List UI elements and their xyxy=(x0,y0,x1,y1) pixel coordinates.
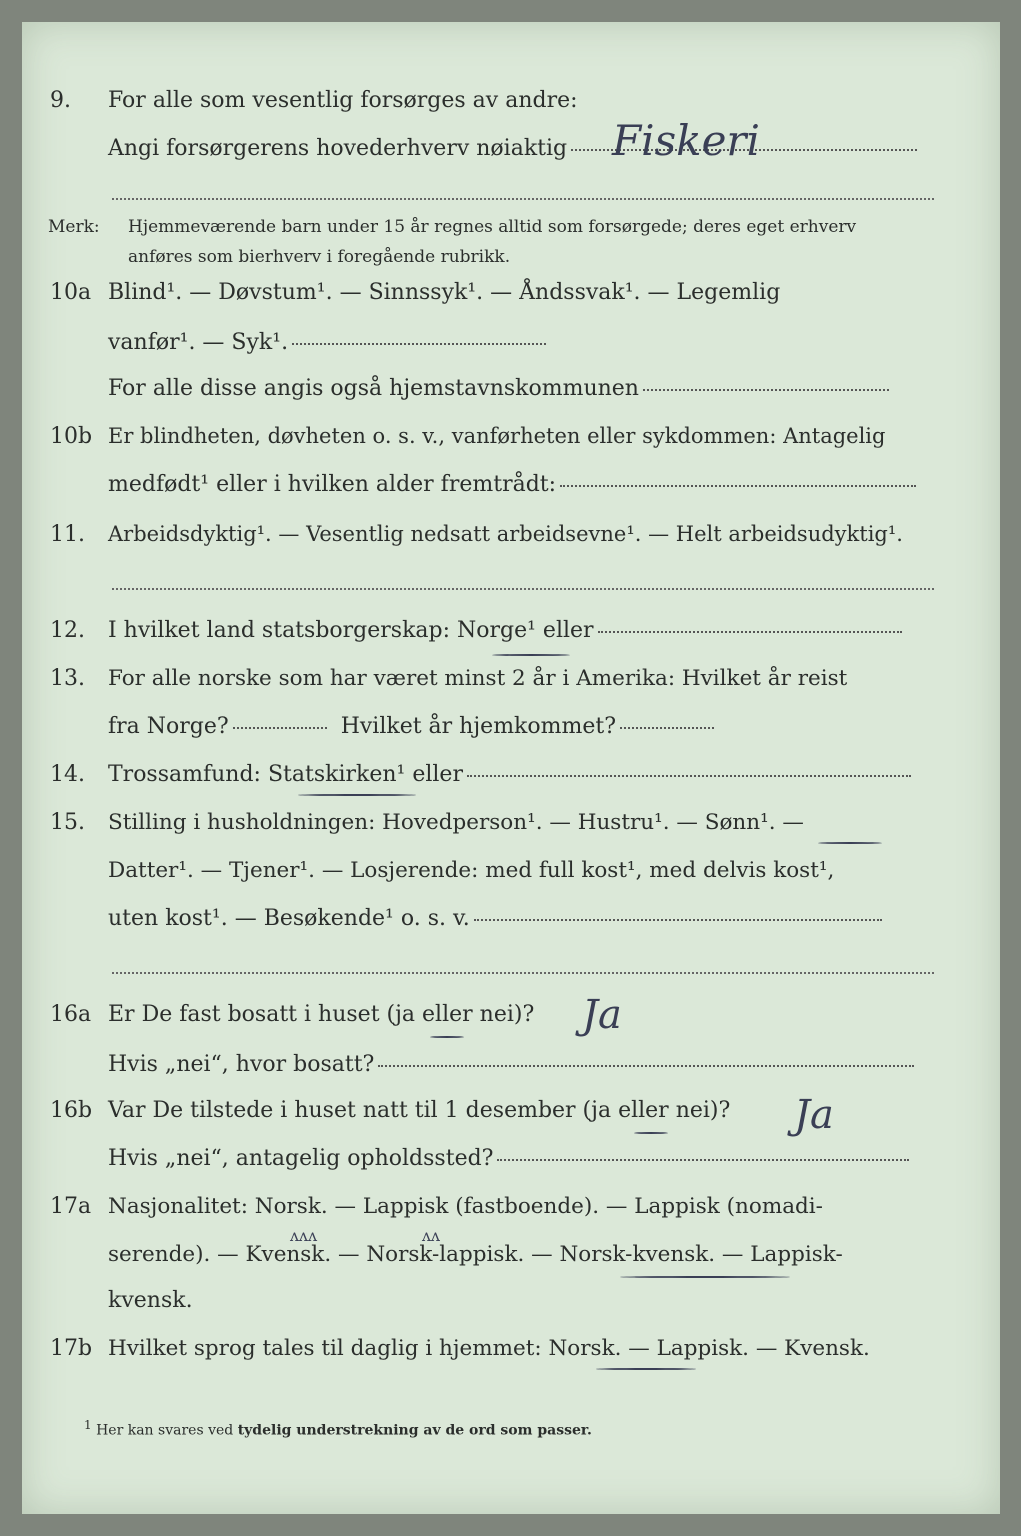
q11-number: 11. xyxy=(50,522,85,547)
q10b-dotted-line xyxy=(560,485,916,487)
q9-text-line2: Angi forsørgerens hovederhverv nøiaktig xyxy=(108,136,917,161)
q17a-text-line3: kvensk. xyxy=(108,1288,193,1313)
q17a-handwritten-mark-norsk: ᴧᴧᴧ xyxy=(290,1226,318,1245)
q14-dotted-line xyxy=(467,775,911,777)
separator-rule xyxy=(112,972,934,974)
q13-return-year-dotted-line xyxy=(620,727,714,729)
q13-number: 13. xyxy=(50,666,85,691)
q17a-text-line1: Nasjonalitet: Norsk. — Lappisk (fastboende). — Lappisk (nomadi- xyxy=(108,1194,823,1219)
q17a-handwritten-mark-lappisk: ᴧᴧ xyxy=(422,1226,441,1245)
footnote-mark: 1 xyxy=(84,1418,92,1432)
note-line1: Hjemmeværende barn under 15 år regnes alltid som forsørgede; deres eget erhverv xyxy=(128,217,857,237)
note-label: Merk: xyxy=(48,217,100,237)
q10b-text-line2: medfødt¹ eller i hvilken alder fremtrådt: xyxy=(108,472,557,497)
q16a-number: 16a xyxy=(50,1002,92,1027)
q16a-text-line2: Hvis „nei“, hvor bosatt? xyxy=(108,1052,375,1077)
q13-text-line2b: Hvilket år hjemkommet? xyxy=(340,714,617,739)
q10b-text-line1: Er blindheten, døvheten o. s. v., vanførheten eller sykdommen: Antagelig xyxy=(108,424,886,448)
q15-text-line1: Stilling i husholdningen: Hovedperson¹. — Hustru¹. — Sønn¹. — xyxy=(108,810,804,835)
q17a-handwritten-underline-norsk-kvensk xyxy=(620,1276,790,1278)
q16b-text-line1: Var De tilstede i huset natt til 1 desember (ja eller nei)? xyxy=(108,1098,731,1123)
q10a-text-line3: For alle disse angis også hjemstavnskommunen xyxy=(108,376,639,401)
q16b-text-line2: Hvis „nei“, antagelig opholdssted? xyxy=(108,1146,494,1171)
q16b-number: 16b xyxy=(50,1098,93,1123)
q16b-handwritten-answer: Ja xyxy=(794,1092,834,1138)
q10a-text-line2: vanfør¹. — Syk¹. xyxy=(108,330,289,355)
q11-text-line1: Arbeidsdyktig¹. — Vesentlig nedsatt arbeidsevne¹. — Helt arbeidsudyktig¹. xyxy=(108,522,903,546)
q10b-number: 10b xyxy=(50,424,93,449)
q14-number: 14. xyxy=(50,762,85,787)
q13-departure-year-dotted-line xyxy=(233,727,327,729)
q12-dotted-line xyxy=(598,631,902,633)
separator-rule xyxy=(112,588,934,590)
q10a-text-line1: Blind¹. — Døvstum¹. — Sinnssyk¹. — Åndssvak¹. — Legemlig xyxy=(108,280,781,305)
q10a-dotted-line xyxy=(292,343,546,345)
q9-number: 9. xyxy=(50,88,71,113)
q16a-handwritten-answer: Ja xyxy=(582,992,622,1038)
separator-rule xyxy=(112,198,934,200)
q16b-dotted-line xyxy=(497,1159,909,1161)
footnote-bold-text: tydelig understrekning av de ord som passer. xyxy=(237,1422,592,1439)
q16b-handwritten-underline-ja xyxy=(634,1132,668,1134)
q12-text-line1: I hvilket land statsborgerskap: Norge¹ eller xyxy=(108,618,594,643)
q17a-number: 17a xyxy=(50,1194,92,1219)
q14-handwritten-underline-statskirken xyxy=(298,794,416,796)
q14-text-line1: Trossamfund: Statskirken¹ eller xyxy=(108,762,463,787)
q15-text-line3: uten kost¹. — Besøkende¹ o. s. v. xyxy=(108,906,470,931)
q15-number: 15. xyxy=(50,810,85,835)
q9-text-line1: For alle som vesentlig forsørges av andre: xyxy=(108,88,578,113)
q15-text-line2: Datter¹. — Tjener¹. — Losjerende: med full kost¹, med delvis kost¹, xyxy=(108,858,835,883)
footnote xyxy=(84,1418,592,1439)
q15-dotted-line xyxy=(474,919,882,921)
footnote-text: Her kan svares ved xyxy=(96,1422,234,1439)
q13-text-line1: For alle norske som har været minst 2 år i Amerika: Hvilket år reist xyxy=(108,666,848,691)
q9-handwritten-answer: Fiskeri xyxy=(612,116,760,165)
q10a-number: 10a xyxy=(50,280,92,305)
q16a-dotted-line xyxy=(378,1065,914,1067)
q16a-text-line1: Er De fast bosatt i huset (ja eller nei)? xyxy=(108,1002,535,1027)
q17b-handwritten-underline-norsk xyxy=(596,1368,696,1370)
q17b-text-line1: Hvilket sprog tales til daglig i hjemmet: Norsk. — Lappisk. — Kvensk. xyxy=(108,1336,870,1361)
note-line2: anføres som bierhverv i foregående rubrikk. xyxy=(128,247,511,267)
q12-number: 12. xyxy=(50,618,85,643)
census-form-page xyxy=(22,22,1000,1514)
q13-text-line2a: fra Norge? xyxy=(108,714,229,739)
q16a-handwritten-underline-ja xyxy=(430,1036,464,1038)
q10a-home-municipality-dotted-line xyxy=(643,389,889,391)
q15-handwritten-underline-sonn xyxy=(818,842,882,844)
q17a-text-line2: serende). — Kvensk. — Norsk-lappisk. — Norsk-kvensk. — Lappisk- xyxy=(108,1242,843,1267)
q12-handwritten-underline-norge xyxy=(492,654,570,656)
q17b-number: 17b xyxy=(50,1336,93,1361)
